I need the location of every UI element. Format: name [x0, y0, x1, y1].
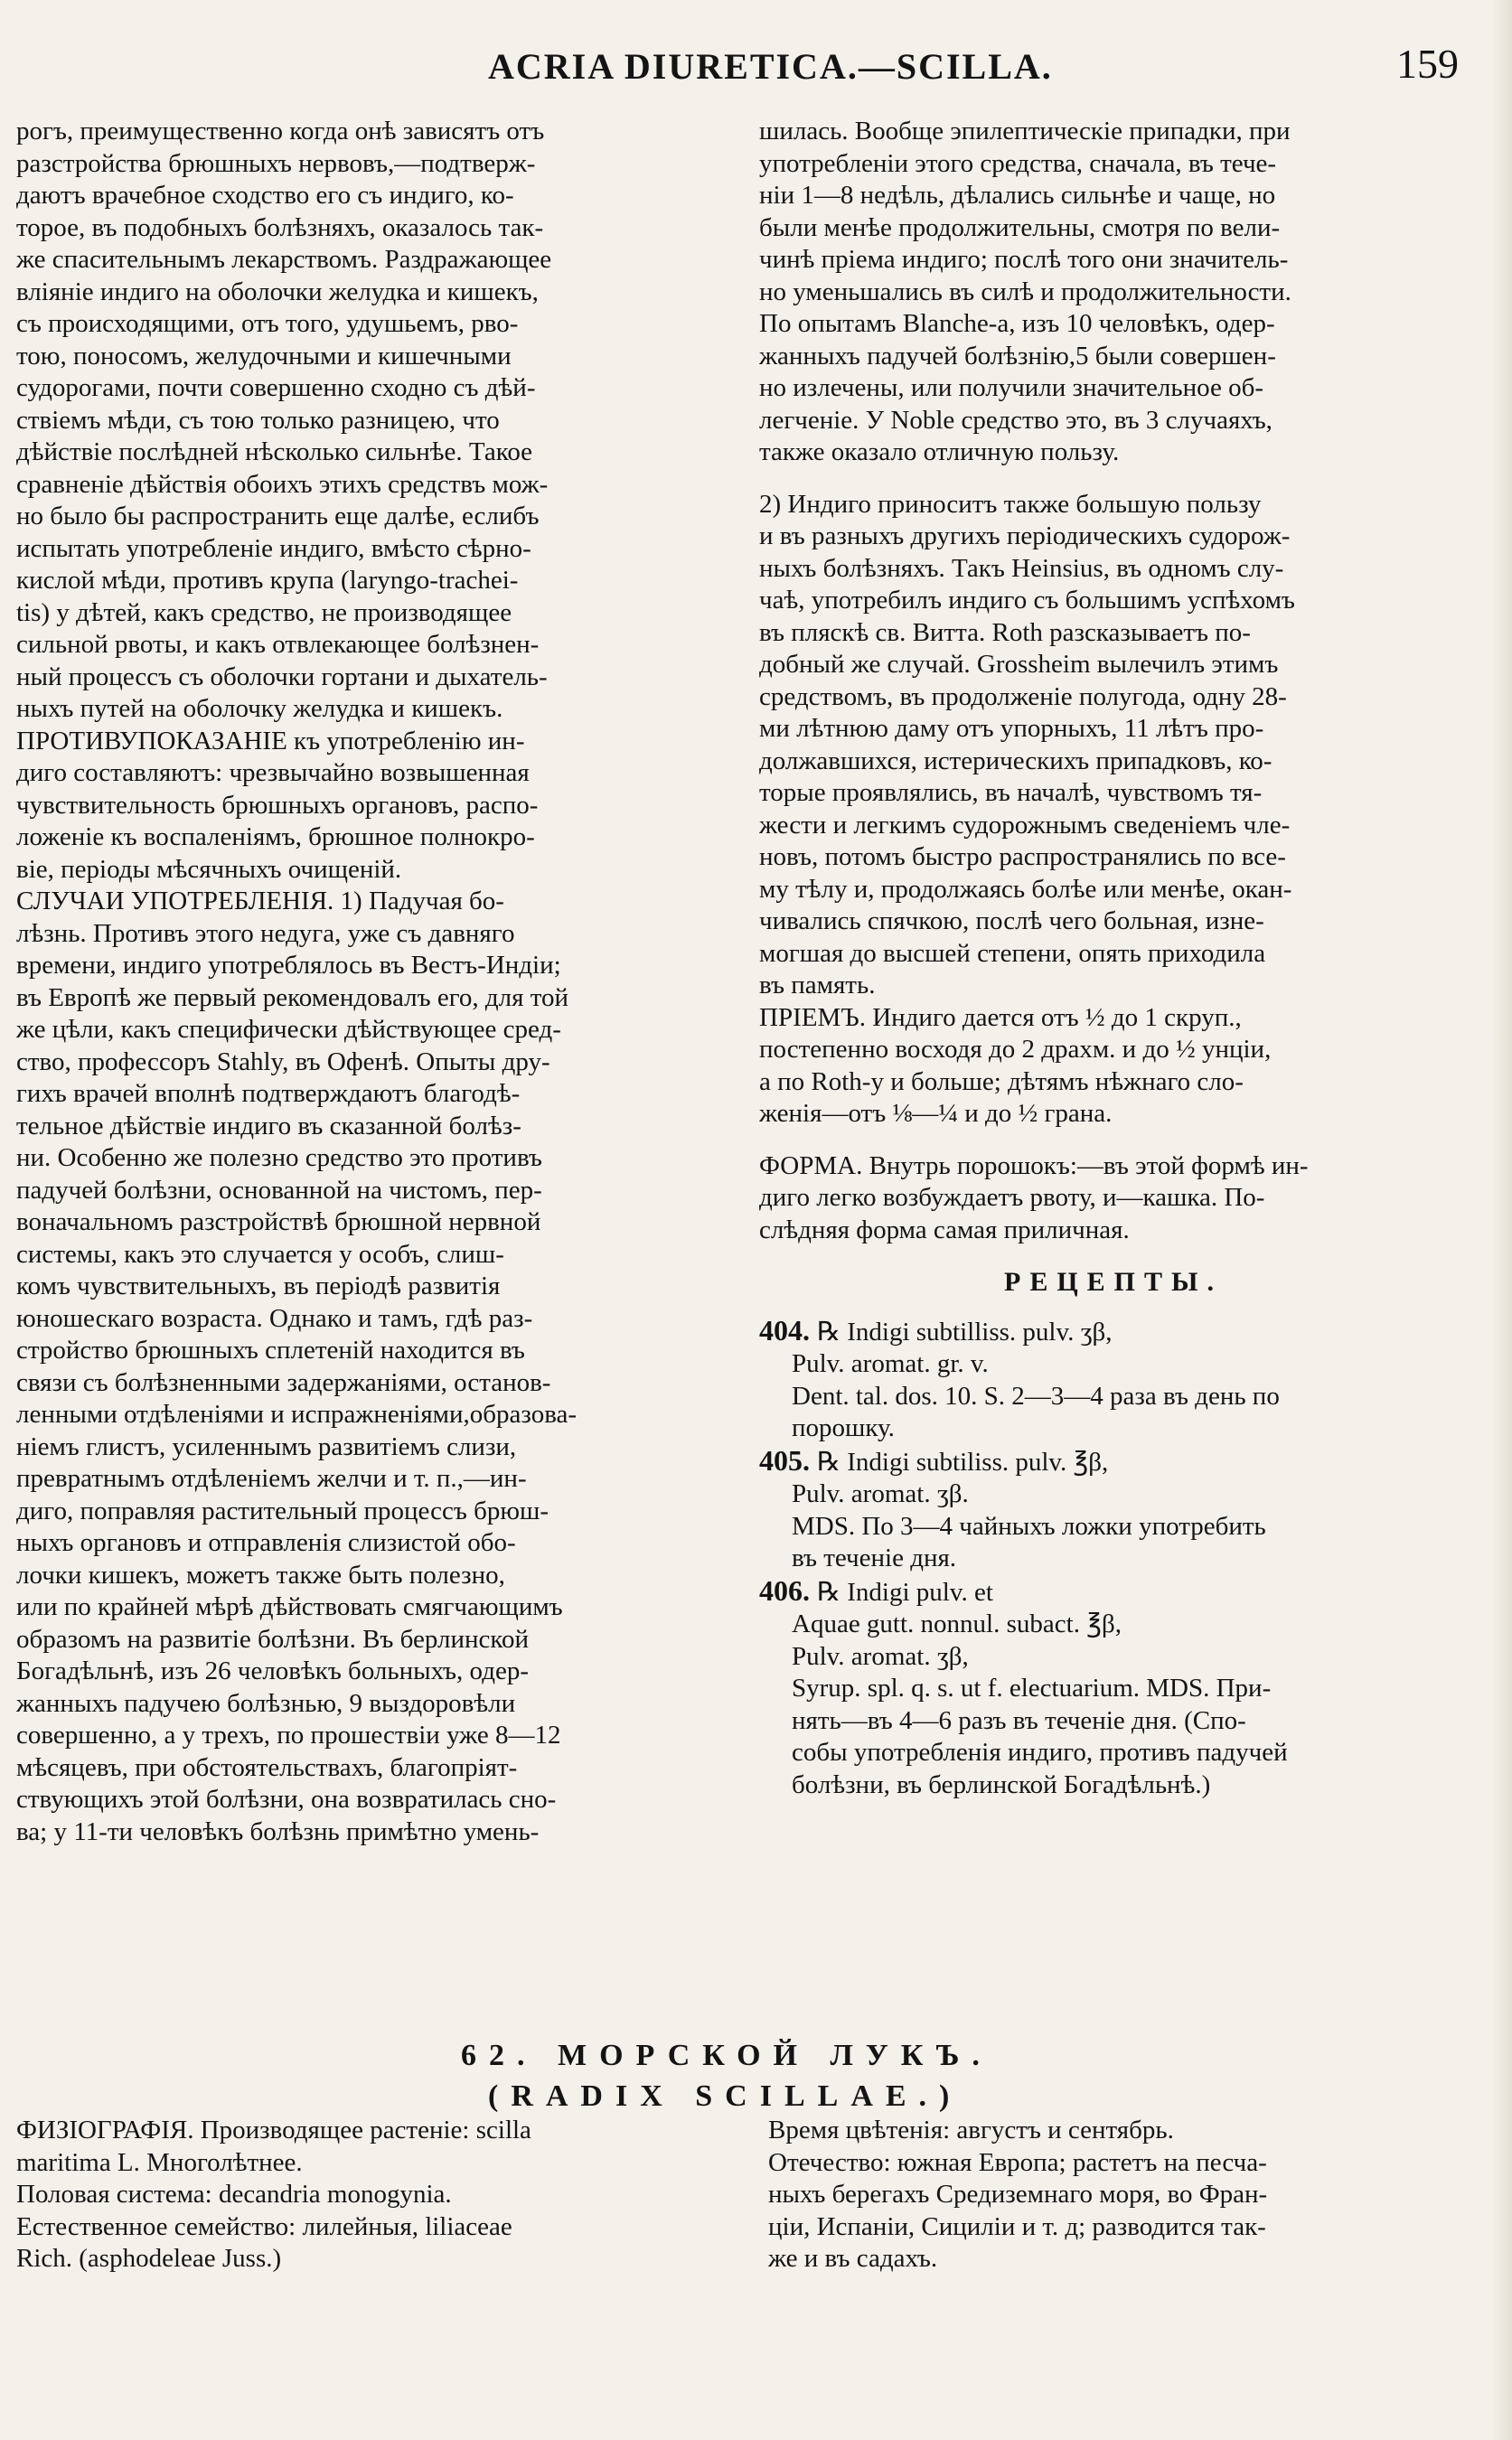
running-header: [0, 38, 1512, 101]
text-line: употребленіи этого средства, сначала, въ тече-: [759, 148, 1277, 178]
recipe-number: 406.: [759, 1573, 817, 1607]
text-line: но излечены, или получили значительное об-: [759, 373, 1263, 402]
recipe-line: [759, 1445, 1468, 1479]
recipe-line: [759, 1769, 1468, 1802]
text-line: чувствительность брюшныхъ органовъ, распо-: [16, 790, 539, 820]
text-line: кислой мѣди, противъ крупа (laryngo-trachei-: [16, 566, 519, 595]
text-line: чинѣ пріема индиго; послѣ того они значитель-: [759, 245, 1289, 274]
text-line: ный процессъ съ оболочки гортани и дыхатель-: [16, 662, 548, 691]
text-line: дѣйствіе послѣдней нѣсколько сильнѣе. Такое: [16, 437, 533, 466]
text-line: системы, какъ это случается у особъ, слиш-: [16, 1239, 504, 1269]
text-line: въ память.: [759, 971, 876, 999]
text-line: ныхъ путей на оболочку желудка и кишекъ.: [16, 694, 503, 723]
recipe-text: ℞ Indigi pulv. et: [817, 1577, 993, 1607]
text-line: ФОРМА. Внутрь порошокъ:—въ этой формѣ ин-: [759, 1150, 1309, 1180]
recipe-line: [759, 1543, 1468, 1575]
text-line: Отечество: южная Европа; растетъ на песча-: [768, 2147, 1267, 2177]
text-line: жести и легкимъ судорожнымъ сведеніемъ чле-: [759, 810, 1291, 840]
text-line: торое, въ подобныхъ болѣзняхъ, оказалось так-: [16, 212, 544, 242]
text-line: средствомъ, въ продолженіе полугода, одну 28-: [759, 681, 1287, 711]
text-line: ПРОТИВУПОКАЗАНІЕ къ употребленію ин-: [16, 726, 525, 755]
text-line: сильной рвоты, и какъ отвлекающее болѣзнен-: [16, 630, 540, 659]
text-line: Время цвѣтенія: августъ и сентябрь.: [768, 2116, 1174, 2144]
text-line: новъ, потомъ быстро распространялись по все-: [759, 842, 1286, 871]
recipe-text: Aquae gutt. nonnul. subact. ℥β,: [792, 1609, 1122, 1638]
recipes-list: [759, 1315, 1468, 1802]
text-line: могшая до высшей степени, опять приходила: [759, 938, 1266, 968]
text-line: ствіемъ мѣди, съ тою только разницею, что: [16, 405, 500, 435]
text-line: maritima L. Многолѣтнее.: [16, 2147, 303, 2177]
recipe-line: [759, 1412, 1468, 1445]
recipe-text: Pulv. aromat. gr. v.: [792, 1349, 989, 1378]
text-line: стройство брюшныхъ сплетеній находится въ: [16, 1336, 525, 1365]
text-line: но уменьшались въ силѣ и продолжительности.: [759, 277, 1291, 306]
text-line: ніемъ глистъ, усиленнымъ развитіемъ слизи,: [16, 1431, 517, 1461]
text-line: падучей болѣзни, основанной на чистомъ, пер-: [16, 1175, 542, 1205]
text-line: ствующихъ этой болѣзни, она возвратилась сно-: [16, 1785, 557, 1814]
text-line: ложеніе къ воспаленіямъ, брюшное полнокро-: [16, 822, 535, 851]
recipe-line: [759, 1511, 1468, 1544]
text-line: же спасительнымъ лекарствомъ. Раздражающее: [16, 245, 552, 274]
text-line: даютъ врачебное сходство его съ индиго, ко-: [16, 181, 514, 210]
text-line: гихъ врачей вполнѣ подтверждаютъ благодѣ-: [16, 1079, 521, 1108]
text-line: тельное дѣйствіе индиго въ сказанной болѣз-: [16, 1111, 521, 1140]
text-line: въ пляскѣ св. Витта. Roth разсказываетъ по-: [759, 617, 1251, 647]
text-line: ныхъ берегахъ Средиземнаго моря, во Фран-: [768, 2180, 1268, 2209]
text-line: Rich. (asphodeleae Juss.): [16, 2244, 282, 2273]
text-line: связи съ болѣзненными задержаніями, останов-: [16, 1367, 551, 1397]
text-line: постепенно восходя до 2 драхм. и до ½ унціи,: [759, 1035, 1272, 1064]
text-line: чивались спячкою, послѣ чего больная, изне-: [759, 906, 1264, 935]
text-line: сравненіе дѣйствія обоихъ этихъ средствъ мож-: [16, 469, 549, 499]
text-line: ПРІЕМЪ. Индиго дается отъ ½ до 1 скруп.,: [759, 1002, 1242, 1032]
text-line: съ происходящими, отъ того, удушьемъ, рво-: [16, 309, 519, 338]
text-line: чаѣ, употребилъ индиго съ большимъ успѣхомъ: [759, 586, 1295, 615]
recipe-text: собы употребленія индиго, противъ падучей: [792, 1738, 1288, 1767]
text-line: воначальномъ разстройствѣ брюшной нервной: [16, 1207, 541, 1236]
text-line: превратнымъ отдѣленіемъ желчи и т. п.,—ин-: [16, 1464, 527, 1493]
text-line: же и въ садахъ.: [768, 2244, 938, 2273]
text-line: диго легко возбуждаетъ рвоту, и—кашка. По-: [759, 1183, 1265, 1212]
recipe-line: [759, 1315, 1468, 1349]
text-line: диго составляютъ: чрезвычайно возвышенная: [16, 758, 530, 787]
flowering-column: [768, 2115, 1473, 2276]
text-line: тою, поносомъ, желудочными и кишечными: [16, 341, 512, 371]
recipes-title: РЕЦЕПТЫ.: [1004, 1267, 1223, 1297]
recipe-text: Dent. tal. dos. 10. S. 2—3—4 раза въ день по: [792, 1381, 1280, 1411]
text-line: рогъ, преимущественно когда онѣ зависятъ отъ: [16, 117, 545, 145]
recipe-text: порошку.: [792, 1413, 895, 1442]
running-title: ACRIA DIURETICA.—SCILLA.: [488, 46, 1053, 87]
text-line: судорогами, почти совершенно сходно съ дѣй-: [16, 373, 536, 402]
physiography-column: [16, 2115, 728, 2276]
text-line: жанныхъ падучею болѣзнью, 9 выздоровѣли: [16, 1688, 516, 1718]
text-line: но было бы распространить еще далѣе, еслибъ: [16, 502, 540, 530]
text-line: добный же случай. Grossheim вылечилъ этимъ: [759, 650, 1279, 679]
text-line: віе, періоды мѣсячныхъ очищеній.: [16, 854, 402, 884]
text-line: а по Roth-у и больше; дѣтямъ нѣжнаго сло-: [759, 1066, 1244, 1096]
text-line: торые проявлялись, въ началѣ, чувствомъ тя-: [759, 778, 1263, 807]
text-line: были менѣе продолжительны, смотря по вели-: [759, 212, 1281, 242]
page-number: 159: [1396, 41, 1459, 87]
recipe-line: [759, 1381, 1468, 1413]
section-subtitle: (RADIX SCILLAE.): [488, 2079, 963, 2113]
text-line: ныхъ органовъ и отправленія слизистой обо-: [16, 1528, 516, 1557]
recipe-text: Pulv. aromat. ʒβ,: [792, 1641, 969, 1671]
text-line: разстройства брюшныхъ нервовъ,—подтверж-: [16, 148, 536, 178]
text-line: комъ чувствительныхъ, въ періодѣ развитія: [16, 1272, 501, 1300]
text-line: tis) у дѣтей, какъ средство, не производящее: [16, 597, 512, 627]
recipe-number: 404.: [759, 1313, 817, 1347]
text-line: ми лѣтнюю даму отъ упорныхъ, 11 лѣтъ про-: [759, 714, 1264, 743]
page-edge: [1491, 0, 1512, 2440]
text-line: ніи 1—8 недѣль, дѣлались сильнѣе и чаще, но: [759, 181, 1276, 210]
recipe-text: Syrup. spl. q. s. ut f. electuarium. MDS. При-: [792, 1674, 1272, 1703]
text-line: лѣзнь. Противъ этого недуга, уже съ давняго: [16, 918, 515, 948]
text-line: времени, индиго употреблялось въ Вестъ-Индіи;: [16, 951, 561, 980]
section-title: 62. МОРСКОЙ ЛУКЪ.: [461, 2039, 992, 2072]
recipe-text: MDS. По 3—4 чайныхъ ложки употребить: [792, 1511, 1266, 1541]
recipe-line: [759, 1641, 1468, 1674]
text-line: мѣсяцевъ, при обстоятельствахъ, благопріят-: [16, 1752, 518, 1782]
text-line: ленными отдѣленіями и испражненіями,образова-: [16, 1400, 578, 1429]
recipe-text: ℞ Indigi subtiliss. pulv. ℥β,: [817, 1447, 1109, 1477]
recipe-number: 405.: [759, 1443, 817, 1477]
text-line: ФИЗІОГРАФІЯ. Производящее растеніе: scilla: [16, 2116, 531, 2144]
right-paragraph-epilepsy: [759, 116, 1468, 469]
text-line: жанныхъ падучей болѣзнію,5 были совершен-: [759, 341, 1276, 371]
text-line: женія—отъ ⅛—¼ и до ½ грана.: [759, 1099, 1113, 1128]
text-line: Богадѣльнѣ, изъ 26 человѣкъ больныхъ, одер-: [16, 1656, 529, 1685]
text-line: ва; у 11-ти человѣкъ болѣзнь примѣтно умень-: [16, 1816, 540, 1846]
recipe-text: ℞ Indigi subtilliss. pulv. ʒβ,: [817, 1317, 1113, 1347]
text-line: также оказало отличную пользу.: [759, 437, 1120, 466]
recipe-line: [759, 1348, 1468, 1381]
text-line: шилась. Вообще эпилептическіе припадки, при: [759, 117, 1291, 145]
text-line: ныхъ болѣзняхъ. Такъ Heinsius, въ одномъ слу-: [759, 553, 1284, 583]
text-line: ни. Особенно же полезно средство это противъ: [16, 1143, 542, 1172]
text-line: въ Европѣ же первый рекомендовалъ его, для той: [16, 982, 569, 1012]
right-column: [759, 116, 1468, 1801]
text-line: и въ разныхъ другихъ періодическихъ судорож-: [759, 521, 1291, 550]
text-line: По опытамъ Blanche-а, изъ 10 человѣкъ, одер-: [759, 309, 1275, 338]
text-line: вліяніе индиго на оболочки желудка и кишекъ,: [16, 277, 539, 306]
text-line: же цѣли, какъ специфически дѣйствующее сред-: [16, 1015, 561, 1044]
text-line: совершенно, а у трехъ, по прошествіи уже 8—12: [16, 1721, 561, 1750]
text-line: или по крайней мѣрѣ дѣйствовать смягчающимъ: [16, 1592, 563, 1621]
text-line: 2) Индиго приноситъ также большую пользу: [759, 489, 1262, 519]
left-column: [16, 116, 728, 1848]
text-line: СЛУЧАИ УПОТРЕБЛЕНІЯ. 1) Падучая бо-: [16, 887, 504, 915]
text-line: образомъ на развитіе болѣзни. Въ берлинской: [16, 1624, 530, 1654]
text-line: диго, поправляя растительный процессъ брюш-: [16, 1496, 549, 1525]
text-line: испытать употребленіе индиго, вмѣсто сѣрно-: [16, 533, 531, 563]
text-line: Естественное семейство: лилейныя, liliaceae: [16, 2211, 512, 2241]
text-line: ціи, Испаніи, Сициліи и т. д; разводится так-: [768, 2211, 1266, 2241]
text-line: лочки кишекъ, можетъ также быть полезно,: [16, 1560, 505, 1590]
recipe-line: [759, 1609, 1468, 1641]
recipe-text: въ теченіе дня.: [792, 1544, 957, 1572]
text-line: Половая система: decandria monogynia.: [16, 2180, 452, 2209]
text-line: слѣдняя форма самая приличная.: [759, 1215, 1130, 1244]
text-line: легченіе. У Noble средство это, въ 3 случаяхъ,: [759, 405, 1273, 435]
recipe-line: [759, 1737, 1468, 1769]
right-paragraph-form: [759, 1150, 1468, 1247]
recipe-text: нять—въ 4—6 разъ въ теченіе дня. (Спо-: [792, 1705, 1246, 1735]
text-line: юношескаго возраста. Однако и тамъ, гдѣ раз-: [16, 1303, 533, 1333]
text-line: му тѣлу и, продолжаясь болѣе или менѣе, окан-: [759, 874, 1292, 904]
recipe-text: Pulv. aromat. ʒβ.: [792, 1479, 969, 1508]
text-line: ство, професcоръ Stahly, въ Офенѣ. Опыты дру-: [16, 1046, 550, 1076]
right-paragraph-spasms: [759, 489, 1468, 1131]
recipe-line: [759, 1705, 1468, 1738]
text-line: должавшихся, истерическихъ припадковъ, ко-: [759, 746, 1273, 775]
recipe-text: болѣзни, въ берлинской Богадѣльнѣ.): [792, 1769, 1211, 1799]
recipe-line: [759, 1478, 1468, 1511]
recipe-line: [759, 1575, 1468, 1609]
recipe-line: [759, 1673, 1468, 1705]
